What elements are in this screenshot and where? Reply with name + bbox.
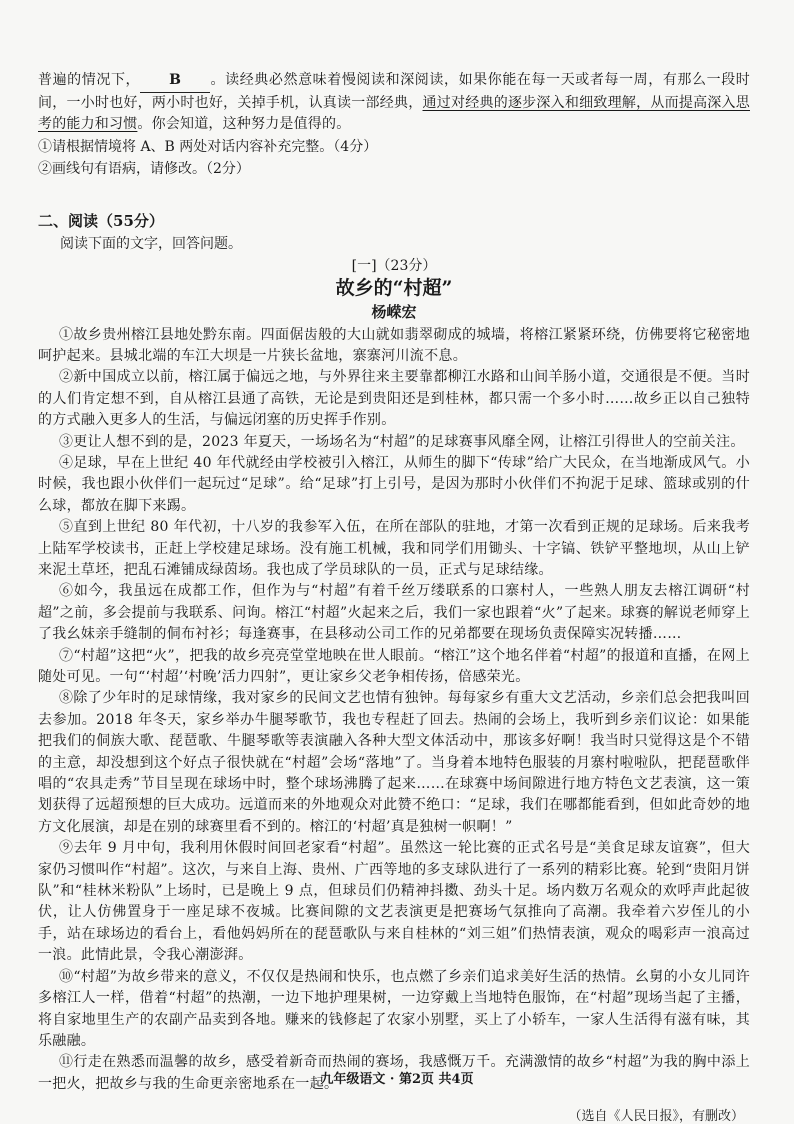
article-paragraph: ⑪行走在熟悉而温馨的故乡，感受着新奇而热闹的赛场，我感慨万千。充满激情的故乡“村超”为我的胸中添上一把火，把故乡与我的生命更亲密地系在一起。 [38, 1054, 750, 1092]
passage-text-a: 普遍的情况下， [38, 72, 141, 88]
article-paragraph: ①故乡贵州榕江县地处黔东南。四面倨齿般的大山就如翡翠砌成的城墙，将榕江紧紧环绕，仿佛要将它秘密地呵护起来。县城北端的车江大坝是一片狭长盆地，寨寨河川流不息。 [38, 326, 750, 364]
exam-page [38, 70, 750, 1124]
question-2: ②画线句有语病，请修改。（2分） [38, 160, 250, 177]
article-paragraph: ⑩“村超”为故乡带来的意义，不仅仅是热闹和快乐，也点燃了乡亲们追求美好生活的热情。幺舅的小女儿同许多榕江人一样，借着“村超”的热潮，一边下地护理果树，一边穿戴上当地特色服饰，在“村超”现场当起了主播，将自家地里生产的农副产品卖到各地。赚来的钱修起了农家小别墅，买上了小轿车，一家人生活得有滋有味，其乐融融。 [38, 968, 750, 1049]
section-heading: 二、阅读（55分） [38, 211, 164, 230]
question-1: ①请根据情境将 A、B 两处对话内容补充完整。（4分） [38, 138, 378, 155]
part-heading: [一]（23分） [351, 257, 437, 274]
article-title: 故乡的“村超” [335, 276, 453, 299]
passage-text-end: 。你会知道，这种努力是值得的。 [137, 116, 351, 132]
page-footer: 九年级语文 · 第2页 共4页 [320, 1072, 474, 1087]
continued-passage [38, 70, 750, 136]
blank-b: B [140, 70, 210, 93]
article-paragraph: ③更让人想不到的是，2023 年夏天，一场场名为“村超”的足球赛事风靡全网，让榕江引得世人的空前关注。 [59, 433, 745, 450]
article-paragraph: ⑤直到上世纪 80 年代初，十八岁的我参军入伍，在所在部队的驻地，才第一次看到正规的足球场。后来我考上陆军学校读书，正赶上学校建足球场。没有施工机械，我和同学们用锄头、十字镐、铁铲平整地坝，从山上铲来泥土草坯，把乱石滩铺成绿茵场。我也成了学员球队的一员，正式与足球结缘。 [38, 519, 750, 578]
article-paragraph: ⑥如今，我虽远在成都工作，但作为与“村超”有着千丝万缕联系的口寨村人，一些熟人朋友去榕江调研“村超”之前，多会提前与我联系、问询。榕江“村超”火起来之后，我们一家也跟着“火”了起来。球赛的解说老师穿上了我幺妹亲手缝制的侗布衬衫；每逢赛事，在县移动公司工作的兄弟都要在现场负责保障实况转播…… [38, 583, 750, 643]
article-body [38, 325, 750, 1096]
passage-text-b: 。读经典必然意味着慢阅读和深阅读，如果你能在每一天或者每一周，有那么一段时间，一小时也好，两小时也好，关掉手机，认真读一部经典， [38, 72, 750, 111]
article-paragraph: ④足球，早在上世纪 40 年代就经由学校被引入榕江，从师生的脚下“传球”给广大民众，在当地渐成风气。小时候，我也跟小伙伴们一起玩过“足球”。给“足球”打上引号，是因为那时小伙伴们不拘泥于足球、篮球或别的什么球，都放在脚下来踢。 [38, 454, 750, 514]
article-paragraph: ⑨去年 9 月中旬，我利用休假时间回老家看“村超”。虽然这一轮比赛的正式名号是“美食足球友谊赛”，但大家仍习惯叫作“村超”。这次，与来自上海、贵州、广西等地的多支球队进行了一系列的精彩比赛。轮到“贵阳月饼队”和“桂林米粉队”上场时，已是晚上 9 点，但球员们仍精神抖擞、劲头十足。场内数万名观众的欢呼声此起彼伏，让人仿佛置身于一座足球不夜城。比赛间隙的文艺表演更是把赛场气氛推向了高潮。我牵着六岁侄儿的小手，站在球场边的看台上，看他妈妈所在的琵琶歌队与来自桂林的“刘三姐”们热情表演，观众的喝彩声一浪高过一浪。此情此景，令我心潮澎湃。 [38, 840, 750, 964]
article-paragraph: ②新中国成立以前，榕江属于偏远之地，与外界往来主要靠都柳江水路和山间羊肠小道，交通很是不便。当时的人们肯定想不到，自从榕江县通了高铁，无论是到贵阳还是到桂林，都只需一个多小时……故乡正以自己独特的方式融入更多人的生活，与偏远闭塞的历史挥手作别。 [38, 369, 750, 429]
section-instruction: 阅读下面的文字，回答问题。 [60, 235, 242, 252]
article-author: 杨嵘宏 [371, 302, 417, 321]
article-paragraph: ⑦“村超”这把“火”，把我的故乡亮亮堂堂地映在世人眼前。“榕江”这个地名伴着“村超”的报道和直播，在网上随处可见。一句“‘村超’‘村晚’活力四射”，更让家乡父老争相传扬，倍感荣光。 [38, 647, 750, 685]
underlined-sentence: 通过对经典的逐步深入和细致理解，从而提高深入思考的能力和习惯 [38, 94, 750, 132]
article-paragraph: ⑧除了少年时的足球情缘，我对家乡的民间文艺也情有独钟。每每家乡有重大文艺活动，乡亲们总会把我叫回去参加。2018 年冬天，家乡举办牛腿琴歌节，我也专程赶了回去。热闹的会场上，我听到乡亲们议论：如果能把我们的侗族大歌、琵琶歌、牛腿琴歌等表演融入各种大型文体活动中，那该多好啊！我当时只觉得这是个不错的主意，却没想到这个好点子很快就在“村超”会场“落地”了。当身着本地特色服装的月寨村啦啦队，把琵琶歌伴唱的“农具走秀”节目呈现在球场中时，整个球场沸腾了起来……在球赛中场间隙进行地方特色文艺表演，这一策划获得了远超预想的巨大成功。远道而来的外地观众对此赞不绝口：“足球，我们在哪都能看到，但如此奇妙的地方文化展演，却是在别的球赛里看不到的。榕江的‘村超’真是独树一帜啊！” [38, 690, 750, 835]
article-source: （选自《人民日报》，有删改） [568, 1109, 744, 1124]
